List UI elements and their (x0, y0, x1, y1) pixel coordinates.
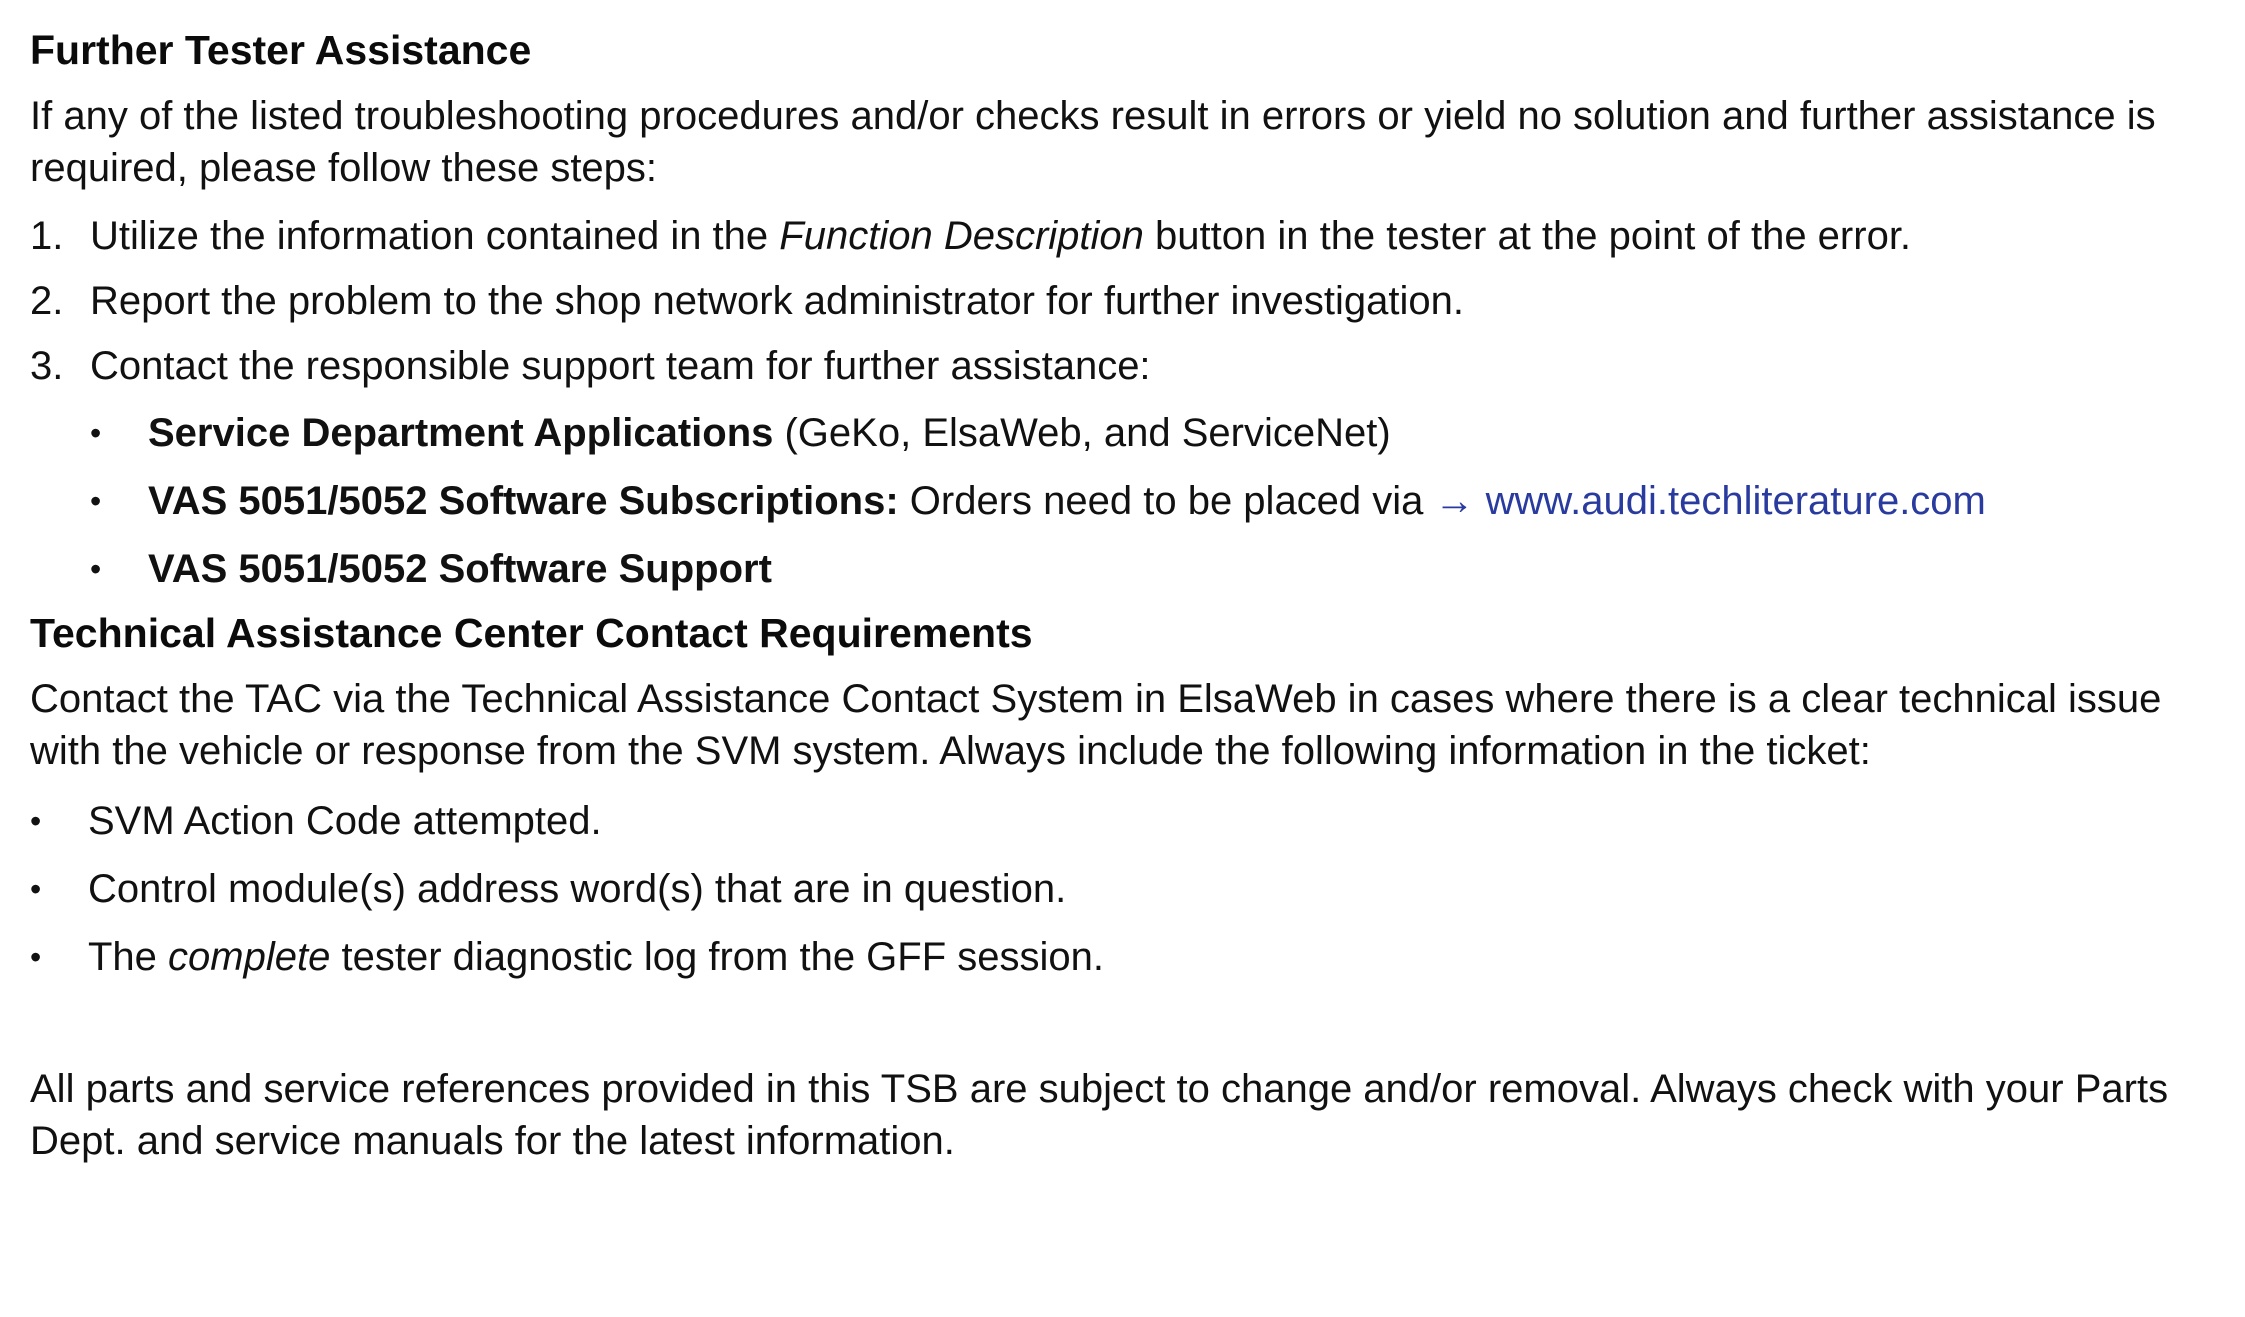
support-item-title: VAS 5051/5052 Software Support (148, 547, 772, 591)
bullet-icon: • (90, 551, 102, 587)
step-italic-term: Function Description (779, 214, 1144, 258)
bullet-icon: • (30, 871, 42, 907)
bullet-icon: • (30, 939, 42, 975)
step-item-1 (30, 204, 2210, 269)
ticket-info-text: SVM Action Code attempted. (88, 799, 602, 843)
support-item-title: Service Department Applications (148, 411, 774, 455)
support-item-text: Orders need to be placed via (898, 479, 1435, 523)
step-item-3 (30, 334, 2210, 399)
ticket-info-item (30, 855, 2210, 923)
step-text: Utilize the information contained in the (90, 214, 780, 258)
ticket-info-item (30, 787, 2210, 855)
support-item-software-support (90, 535, 2210, 603)
step-number: 1. (30, 214, 64, 258)
techliterature-link[interactable]: → www.audi.techliterature.com (1434, 479, 1986, 523)
document-page (30, 20, 2210, 1167)
ticket-info-text: The (88, 935, 169, 979)
step-text: Contact the responsible support team for further assistance: (90, 344, 1151, 388)
support-item-service-dept (90, 399, 2210, 467)
steps-list (30, 204, 2210, 399)
ticket-info-text: Control module(s) address word(s) that are in question. (88, 867, 1067, 911)
disclaimer-paragraph: All parts and service references provided in this TSB are subject to change and/or removal. Always check with your Parts Dept. and service manuals for the latest information. (30, 1067, 2169, 1163)
section-heading-further-tester-assistance: Further Tester Assistance (30, 27, 532, 73)
step-number: 3. (30, 344, 64, 388)
intro-paragraph: If any of the listed troubleshooting procedures and/or checks result in errors or yield no solution and further assistance is required, please follow these steps: (30, 94, 2156, 190)
ticket-info-text: tester diagnostic log from the GFF session. (330, 935, 1105, 979)
bullet-icon: • (90, 483, 102, 519)
support-item-software-subscriptions (90, 467, 2210, 535)
support-team-list (90, 399, 2210, 603)
ticket-info-item (30, 923, 2210, 991)
support-item-text: (GeKo, ElsaWeb, and ServiceNet) (773, 411, 1391, 455)
step-item-2 (30, 269, 2210, 334)
step-text: Report the problem to the shop network administrator for further investigation. (90, 279, 1465, 323)
step-text: button in the tester at the point of the error. (1143, 214, 1912, 258)
ticket-info-italic: complete (168, 935, 331, 979)
bullet-icon: • (30, 803, 42, 839)
support-item-title: VAS 5051/5052 Software Subscriptions: (148, 479, 899, 523)
tac-intro-paragraph: Contact the TAC via the Technical Assistance Contact System in ElsaWeb in cases where there is a clear technical issue with the vehicle or response from the SVM system. Always include the following information in the ticket: (30, 677, 2162, 773)
section-heading-tac-requirements: Technical Assistance Center Contact Requirements (30, 610, 1033, 656)
bullet-icon: • (90, 415, 102, 451)
step-number: 2. (30, 279, 64, 323)
ticket-info-list (30, 787, 2210, 991)
